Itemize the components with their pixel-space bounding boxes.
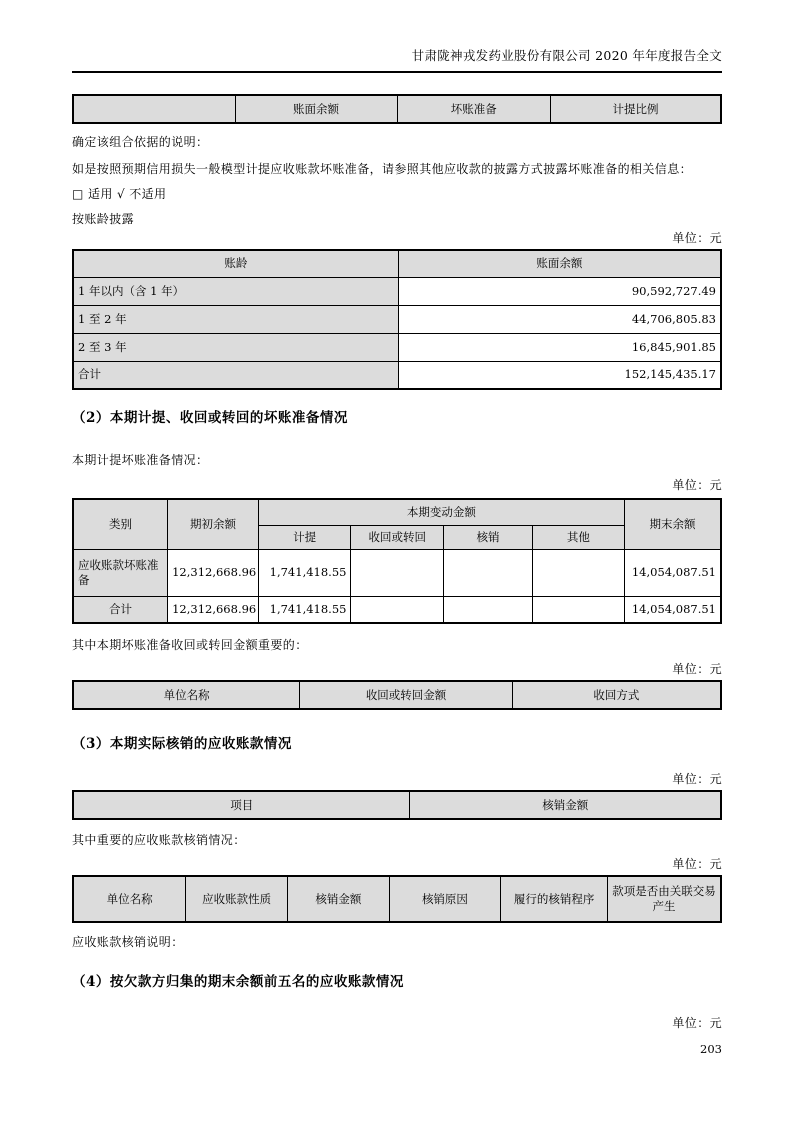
provision-col-change-group: 本期变动金额 [258, 499, 624, 525]
aging-total-label: 合计 [73, 361, 398, 389]
portfolio-col-book-balance: 账面余额 [235, 95, 397, 123]
section-2-heading: （2）本期计提、收回或转回的坏账准备情况 [72, 410, 348, 426]
header-rule [72, 71, 722, 73]
writeoff-table [72, 790, 722, 820]
provision-col-category: 类别 [73, 499, 168, 549]
writeoff-description-text: 应收账款核销说明： [72, 935, 184, 949]
provision-row-recover [351, 549, 444, 596]
portfolio-col-empty [73, 95, 235, 123]
provision-total-closing: 14,054,087.51 [624, 596, 721, 623]
writeoff-detail-table [72, 875, 722, 923]
provision-row-accrual: 1,741,418.55 [258, 549, 351, 596]
provision-col-other: 其他 [532, 525, 624, 549]
aging-col-book-balance: 账面余额 [398, 250, 721, 277]
provision-row-category: 应收账款坏账准备 [73, 549, 168, 596]
unit-label: 单位：元 [672, 772, 722, 786]
unit-label: 单位：元 [672, 478, 722, 492]
recovery-table [72, 680, 722, 710]
provision-col-closing: 期末余额 [624, 499, 721, 549]
aging-row-value: 16,845,901.85 [398, 333, 721, 361]
section-4-heading: （4）按欠款方归集的期末余额前五名的应收账款情况 [72, 974, 404, 990]
aging-row-label: 1 至 2 年 [73, 305, 398, 333]
aging-disclosure-text: 按账龄披露 [72, 212, 135, 226]
unit-label: 单位：元 [672, 1016, 722, 1030]
portfolio-table [72, 94, 722, 124]
applicability-text: □ 适用 √ 不适用 [72, 187, 167, 201]
unit-label: 单位：元 [672, 857, 722, 871]
basis-note-text: 确定该组合依据的说明： [72, 135, 209, 149]
table-row [73, 305, 721, 333]
portfolio-col-provision-ratio: 计提比例 [551, 95, 721, 123]
provision-total-recover [351, 596, 444, 623]
table-row [73, 791, 721, 819]
table-row [73, 277, 721, 305]
writeoff-detail-col-related-party: 款项是否由关联交易产生 [608, 876, 721, 922]
aging-row-label: 2 至 3 年 [73, 333, 398, 361]
page-number: 203 [700, 1042, 722, 1056]
recovery-col-method: 收回方式 [512, 681, 721, 709]
recovery-col-amount: 收回或转回金额 [300, 681, 513, 709]
table-row [73, 549, 721, 596]
provision-row-closing: 14,054,087.51 [624, 549, 721, 596]
table-row [73, 333, 721, 361]
provision-row-writeoff [444, 549, 533, 596]
aging-row-value: 90,592,727.49 [398, 277, 721, 305]
aging-total-value: 152,145,435.17 [398, 361, 721, 389]
aging-table [72, 249, 722, 390]
aging-row-value: 44,706,805.83 [398, 305, 721, 333]
provision-total-accrual: 1,741,418.55 [258, 596, 351, 623]
provision-col-accrual: 计提 [258, 525, 351, 549]
writeoff-important-note-text: 其中重要的应收账款核销情况： [72, 833, 246, 847]
table-row [73, 361, 721, 389]
provision-col-opening: 期初余额 [168, 499, 259, 549]
section-3-heading: （3）本期实际核销的应收账款情况 [72, 736, 292, 752]
provision-col-recover: 收回或转回 [351, 525, 444, 549]
provision-total-other [532, 596, 624, 623]
portfolio-col-bad-debt-provision: 坏账准备 [397, 95, 551, 123]
writeoff-col-item: 项目 [73, 791, 410, 819]
table-row [73, 250, 721, 277]
provision-total-category: 合计 [73, 596, 168, 623]
unit-label: 单位：元 [672, 662, 722, 676]
provision-row-opening: 12,312,668.96 [168, 549, 259, 596]
provision-intro-text: 本期计提坏账准备情况： [72, 453, 209, 467]
provision-total-writeoff [444, 596, 533, 623]
table-row [73, 681, 721, 709]
table-row [73, 95, 721, 123]
aging-col-age: 账龄 [73, 250, 398, 277]
aging-row-label: 1 年以内（含 1 年） [73, 277, 398, 305]
provision-total-opening: 12,312,668.96 [168, 596, 259, 623]
table-row [73, 596, 721, 623]
recovery-col-unit-name: 单位名称 [73, 681, 300, 709]
writeoff-detail-col-amount: 核销金额 [287, 876, 389, 922]
provision-table [72, 498, 722, 624]
writeoff-col-amount: 核销金额 [410, 791, 721, 819]
provision-row-other [532, 549, 624, 596]
writeoff-detail-col-unit-name: 单位名称 [73, 876, 186, 922]
unit-label: 单位：元 [672, 231, 722, 245]
report-header-title: 甘肃陇神戎发药业股份有限公司 2020 年年度报告全文 [411, 48, 722, 63]
provision-col-writeoff: 核销 [444, 525, 533, 549]
table-row [73, 499, 721, 525]
writeoff-detail-col-procedure: 履行的核销程序 [501, 876, 608, 922]
table-row [73, 876, 721, 922]
recovery-important-note-text: 其中本期坏账准备收回或转回金额重要的： [72, 638, 308, 652]
writeoff-detail-col-reason: 核销原因 [389, 876, 500, 922]
writeoff-detail-col-nature: 应收账款性质 [186, 876, 288, 922]
ecl-note-text: 如是按照预期信用损失一般模型计提应收账款坏账准备，请参照其他应收款的披露方式披露坏账准备的相关信息： [72, 162, 693, 176]
